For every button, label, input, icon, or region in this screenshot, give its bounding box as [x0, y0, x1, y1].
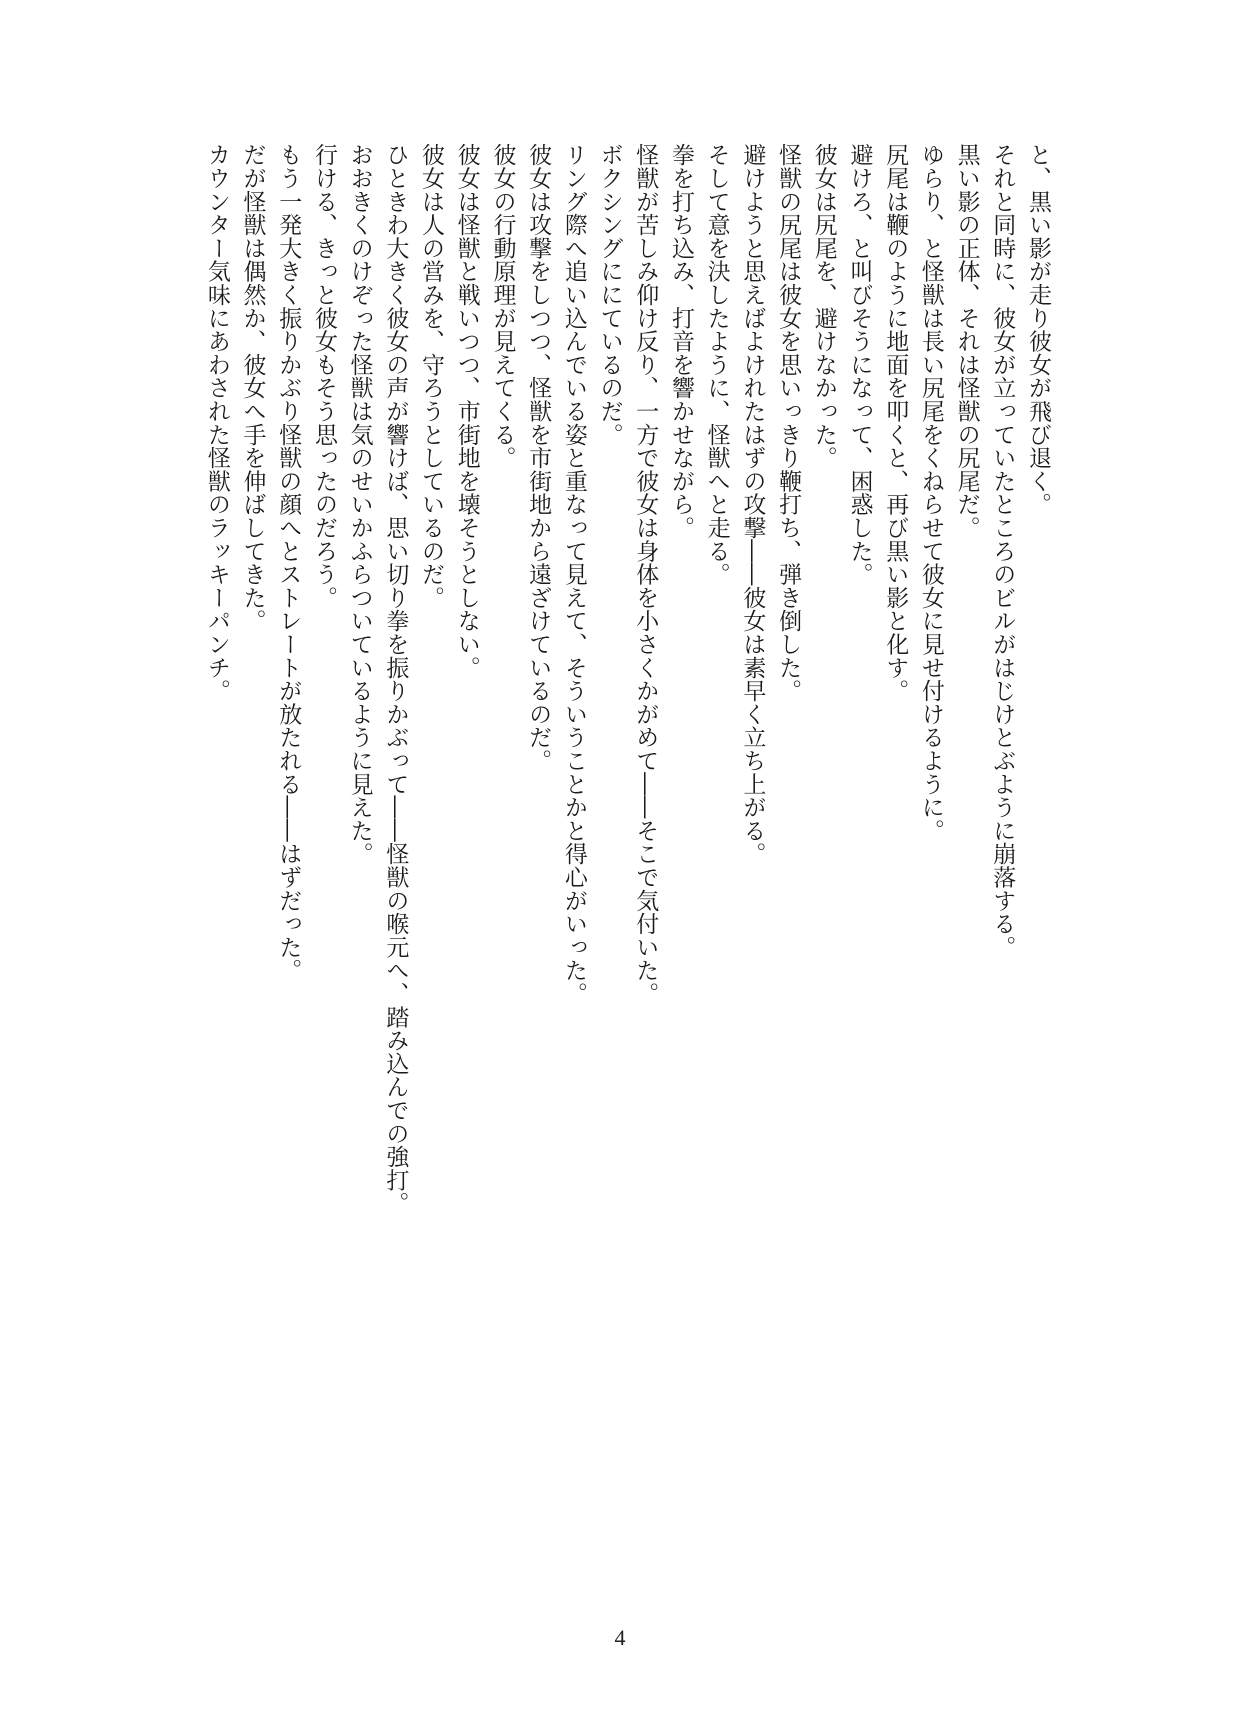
text-line: 尻尾は鞭のように地面を叩くと、再び黒い影と化す。 [882, 143, 909, 703]
text-line: おおきくのけぞった怪獣は気のせいかふらついているように見えた。 [346, 143, 373, 866]
text-line: ゆらり、と怪獣は長い尻尾をくねらせて彼女に見せ付けるように。 [917, 143, 944, 842]
text-line: 避けろ、と叫びそうになって、困惑した。 [846, 143, 873, 586]
text-line: 彼女の行動原理が見えてくる。 [489, 143, 516, 470]
text-line: リング際へ追い込んでいる姿と重なって見えて、そういうことかと得心がいった。 [560, 143, 587, 1006]
text-line: それと同時に、彼女が立っていたところのビルがはじけとぶように崩落する。 [989, 143, 1016, 959]
text-line: もう一発大きく振りかぶり怪獣の顔へとストレートが放たれる――はずだった。 [275, 143, 302, 982]
text-line: そして意を決したように、怪獣へと走る。 [703, 143, 730, 586]
text-line: と、黒い影が走り彼女が飛び退く。 [1025, 143, 1051, 516]
text-line: 避けようと思えばよけれたはずの攻撃――彼女は素早く立ち上がる。 [739, 143, 766, 866]
text-line: カウンター気味にあわされた怪獣のラッキーパンチ。 [203, 143, 230, 703]
text-line: 彼女は人の営みを、守ろうとしているのだ。 [418, 143, 445, 609]
text-line: 黒い影の正体、それは怪獣の尻尾だ。 [953, 143, 980, 540]
page-number: 4 [614, 1625, 626, 1650]
text-line: 彼女は尻尾を、避けなかった。 [810, 143, 837, 470]
text-line: 彼女は怪獣と戦いつつ、市街地を壊そうとしない。 [453, 143, 480, 679]
text-line: ボクシングににているのだ。 [596, 143, 623, 446]
text-line: 怪獣の尻尾は彼女を思いっきり鞭打ち、弾き倒した。 [775, 143, 802, 703]
body-text [198, 143, 1055, 1343]
text-line: ひときわ大きく彼女の声が響けば、思い切り拳を振りかぶって――怪獣の喉元へ、踏み込んでの強打。 [382, 143, 409, 1215]
text-line: 行ける、きっと彼女もそう思ったのだろう。 [310, 143, 337, 609]
text-line: だが怪獣は偶然か、彼女へ手を伸ばしてきた。 [239, 143, 266, 633]
text-line: 拳を打ち込み、打音を響かせながら。 [667, 143, 694, 540]
text-line: 彼女は攻撃をしつつ、怪獣を市街地から遠ざけているのだ。 [525, 143, 552, 773]
text-line: 怪獣が苦しみ仰け反り、一方で彼女は身体を小さくかがめて――そこで気付いた。 [632, 143, 659, 1006]
